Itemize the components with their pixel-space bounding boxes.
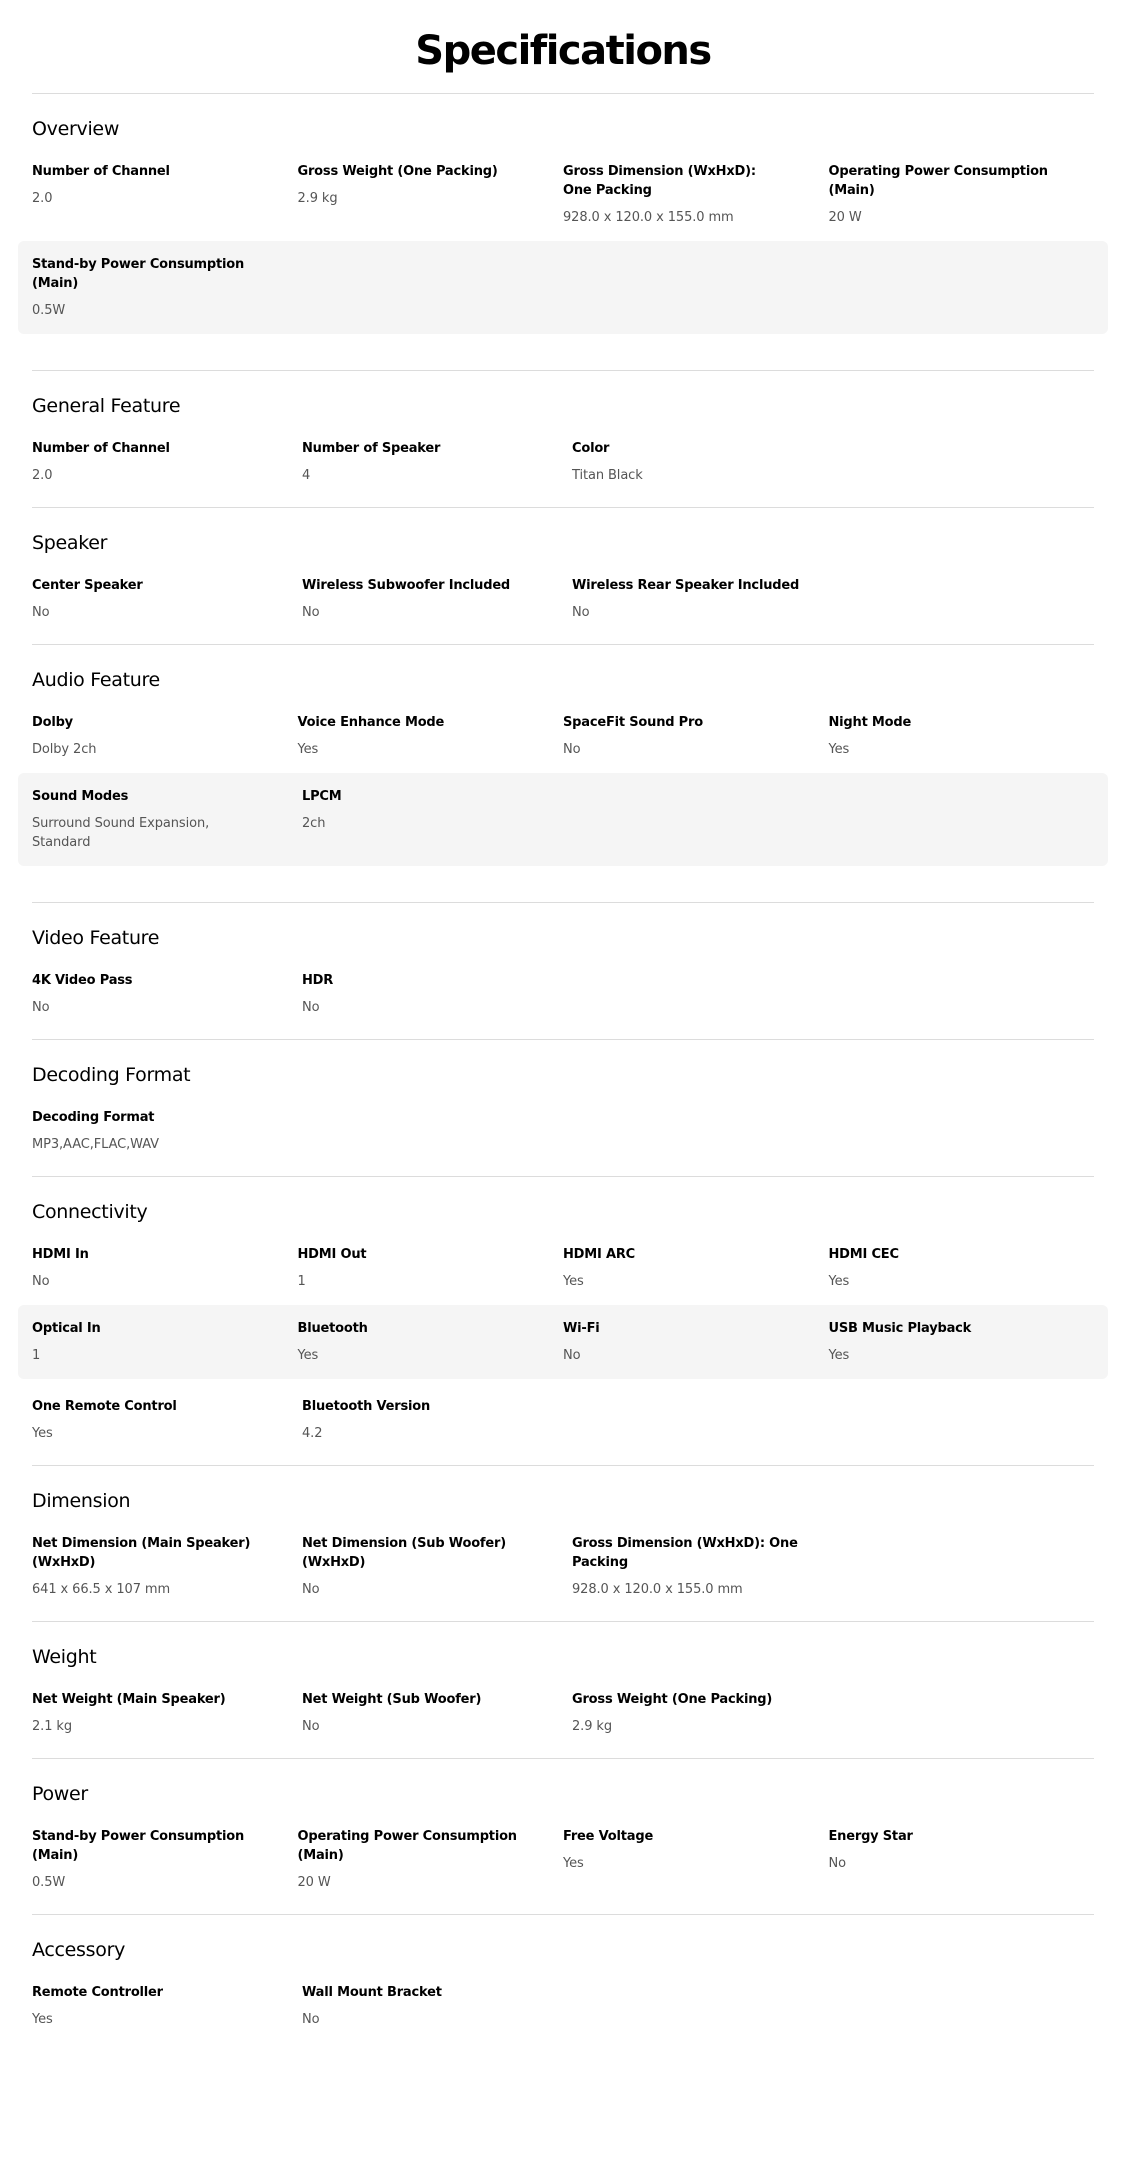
spec-value: Dolby 2ch bbox=[32, 742, 97, 757]
spec-section-video-feature bbox=[32, 902, 1094, 1039]
spec-item bbox=[829, 713, 1095, 759]
spec-item bbox=[32, 1690, 302, 1736]
spec-label: Free Voltage bbox=[563, 1829, 654, 1844]
spec-label: Net Dimension (Sub Woofer) (WxHxD) bbox=[302, 1536, 506, 1570]
spec-item bbox=[302, 1534, 572, 1599]
spec-label: Decoding Format bbox=[32, 1110, 155, 1125]
spec-label: Wireless Subwoofer Included bbox=[302, 578, 511, 593]
spec-label: Sound Modes bbox=[32, 789, 129, 804]
spec-value: Yes bbox=[297, 742, 319, 757]
spec-label: Gross Weight (One Packing) bbox=[572, 1692, 773, 1707]
spec-label: Net Dimension (Main Speaker) (WxHxD) bbox=[32, 1536, 251, 1570]
spec-item bbox=[563, 1827, 829, 1892]
section-title: Accessory bbox=[32, 1939, 126, 1961]
spec-item bbox=[302, 787, 572, 852]
spec-value: 928.0 x 120.0 x 155.0 mm bbox=[563, 210, 734, 225]
spec-item bbox=[298, 713, 564, 759]
section-title: Decoding Format bbox=[32, 1064, 191, 1086]
spec-row bbox=[18, 713, 1108, 759]
spec-section-weight bbox=[32, 1621, 1094, 1758]
spec-label: Optical In bbox=[32, 1321, 101, 1336]
spec-value: 20 W bbox=[297, 1875, 331, 1890]
spec-label: HDMI Out bbox=[297, 1247, 367, 1262]
spec-item bbox=[302, 439, 572, 485]
spec-row bbox=[18, 1534, 1108, 1599]
spec-label: Number of Speaker bbox=[302, 441, 441, 456]
spec-label: Gross Weight (One Packing) bbox=[297, 164, 498, 179]
spec-row bbox=[18, 1827, 1108, 1892]
spec-row bbox=[18, 162, 1108, 227]
spec-item bbox=[32, 1245, 298, 1291]
spec-item bbox=[829, 1245, 1095, 1291]
spec-label: Gross Dimension (WxHxD): One Packing bbox=[572, 1536, 798, 1570]
spec-value: No bbox=[563, 1348, 581, 1363]
spec-value: No bbox=[302, 605, 320, 620]
spec-label: Night Mode bbox=[828, 715, 912, 730]
spec-item bbox=[829, 162, 1095, 227]
spec-item bbox=[572, 576, 842, 622]
spec-label: Wi-Fi bbox=[563, 1321, 600, 1336]
spec-label: HDMI ARC bbox=[563, 1247, 635, 1262]
spec-label: SpaceFit Sound Pro bbox=[563, 715, 703, 730]
spec-item bbox=[32, 1534, 302, 1599]
spec-label: Operating Power Consumption (Main) bbox=[828, 164, 1048, 198]
spec-row bbox=[18, 1397, 1108, 1443]
spec-value: Yes bbox=[828, 1274, 850, 1289]
spec-label: LPCM bbox=[302, 789, 342, 804]
spec-label: One Remote Control bbox=[32, 1399, 177, 1414]
spec-value: Surround Sound Expansion, Standard bbox=[32, 816, 210, 850]
spec-row bbox=[18, 1305, 1108, 1379]
spec-section-speaker bbox=[32, 507, 1094, 644]
section-title: Connectivity bbox=[32, 1201, 148, 1223]
spec-label: Dolby bbox=[32, 715, 73, 730]
spec-value: 641 x 66.5 x 107 mm bbox=[32, 1582, 171, 1597]
spec-label: Energy Star bbox=[828, 1829, 913, 1844]
spec-item bbox=[32, 787, 302, 852]
spec-item bbox=[32, 1108, 302, 1154]
spec-item bbox=[829, 1319, 1095, 1365]
spec-label: Stand-by Power Consumption (Main) bbox=[32, 257, 245, 291]
spec-item bbox=[302, 1690, 572, 1736]
section-title: Speaker bbox=[32, 532, 108, 554]
spec-label: Bluetooth bbox=[297, 1321, 368, 1336]
specifications-list bbox=[32, 93, 1094, 2051]
spec-value: No bbox=[302, 2012, 320, 2027]
spec-item bbox=[32, 576, 302, 622]
spec-row bbox=[18, 1690, 1108, 1736]
spec-item bbox=[298, 1319, 564, 1365]
spec-value: Yes bbox=[563, 1856, 584, 1871]
spec-item bbox=[298, 1827, 564, 1892]
spec-value: No bbox=[32, 1000, 50, 1015]
spec-label: Center Speaker bbox=[32, 578, 143, 593]
spec-item bbox=[829, 1827, 1095, 1892]
spec-label: HDMI CEC bbox=[828, 1247, 899, 1262]
spec-value: 2.1 kg bbox=[32, 1719, 72, 1734]
spec-value: No bbox=[302, 1582, 320, 1597]
spec-item bbox=[298, 1245, 564, 1291]
spec-value: Yes bbox=[828, 742, 850, 757]
spec-value: No bbox=[302, 1719, 320, 1734]
spec-item bbox=[32, 1983, 302, 2029]
section-title: Dimension bbox=[32, 1490, 131, 1512]
spec-item bbox=[563, 162, 829, 227]
spec-label: 4K Video Pass bbox=[32, 973, 133, 988]
spec-value: 2.9 kg bbox=[297, 191, 338, 206]
spec-item bbox=[32, 713, 298, 759]
spec-item bbox=[302, 1397, 572, 1443]
spec-value: No bbox=[32, 1274, 50, 1289]
spec-section-connectivity bbox=[32, 1176, 1094, 1465]
spec-value: 20 W bbox=[828, 210, 862, 225]
spec-row bbox=[18, 439, 1108, 485]
spec-item bbox=[302, 576, 572, 622]
spec-value: Yes bbox=[828, 1348, 850, 1363]
spec-item bbox=[563, 1245, 829, 1291]
spec-section-dimension bbox=[32, 1465, 1094, 1621]
spec-item bbox=[32, 162, 298, 227]
spec-value: Titan Black bbox=[572, 468, 643, 483]
spec-label: Remote Controller bbox=[32, 1985, 163, 2000]
section-title: General Feature bbox=[32, 395, 181, 417]
spec-label: Bluetooth Version bbox=[302, 1399, 431, 1414]
spec-value: 2ch bbox=[302, 816, 326, 831]
spec-label: USB Music Playback bbox=[828, 1321, 972, 1336]
spec-section-audio-feature bbox=[32, 644, 1094, 902]
section-title: Overview bbox=[32, 118, 120, 140]
spec-label: HDR bbox=[302, 973, 334, 988]
spec-item bbox=[32, 971, 302, 1017]
spec-value: MP3,AAC,FLAC,WAV bbox=[32, 1137, 159, 1152]
section-title: Video Feature bbox=[32, 927, 160, 949]
spec-value: Yes bbox=[32, 2012, 53, 2027]
spec-value: No bbox=[828, 1856, 846, 1871]
spec-value: No bbox=[302, 1000, 320, 1015]
spec-item bbox=[32, 1319, 298, 1365]
spec-item bbox=[572, 1690, 842, 1736]
spec-value: 4.2 bbox=[302, 1426, 323, 1441]
spec-value: No bbox=[563, 742, 581, 757]
spec-value: 1 bbox=[297, 1274, 306, 1289]
spec-value: Yes bbox=[297, 1348, 319, 1363]
spec-section-decoding-format bbox=[32, 1039, 1094, 1176]
spec-value: No bbox=[572, 605, 590, 620]
spec-value: 0.5W bbox=[32, 1875, 66, 1890]
spec-value: Yes bbox=[563, 1274, 584, 1289]
spec-value: 2.0 bbox=[32, 468, 53, 483]
spec-item bbox=[298, 162, 564, 227]
spec-label: Voice Enhance Mode bbox=[297, 715, 445, 730]
spec-item bbox=[32, 439, 302, 485]
spec-label: Wall Mount Bracket bbox=[302, 1985, 442, 2000]
spec-row bbox=[18, 241, 1108, 334]
spec-item bbox=[302, 971, 572, 1017]
spec-value: 2.0 bbox=[32, 191, 53, 206]
spec-section-overview bbox=[32, 93, 1094, 370]
spec-item bbox=[572, 439, 842, 485]
spec-label: Wireless Rear Speaker Included bbox=[572, 578, 800, 593]
spec-section-accessory bbox=[32, 1914, 1094, 2051]
spec-item bbox=[32, 1827, 298, 1892]
spec-item bbox=[563, 713, 829, 759]
spec-label: HDMI In bbox=[32, 1247, 89, 1262]
spec-item bbox=[572, 1534, 842, 1599]
section-title: Power bbox=[32, 1783, 88, 1805]
spec-row bbox=[18, 1245, 1108, 1291]
spec-value: 0.5W bbox=[32, 303, 66, 318]
page-title: Specifications bbox=[415, 28, 711, 74]
spec-label: Number of Channel bbox=[32, 441, 170, 456]
spec-row bbox=[18, 773, 1108, 866]
spec-item bbox=[32, 255, 302, 320]
spec-value: 1 bbox=[32, 1348, 41, 1363]
spec-value: 4 bbox=[302, 468, 311, 483]
spec-value: No bbox=[32, 605, 50, 620]
spec-value: Yes bbox=[32, 1426, 53, 1441]
spec-label: Net Weight (Sub Woofer) bbox=[302, 1692, 482, 1707]
spec-value: 2.9 kg bbox=[572, 1719, 612, 1734]
spec-row bbox=[18, 576, 1108, 622]
spec-label: Color bbox=[572, 441, 610, 456]
spec-item bbox=[302, 1983, 572, 2029]
spec-item bbox=[563, 1319, 829, 1365]
spec-label: Operating Power Consumption (Main) bbox=[297, 1829, 517, 1863]
spec-section-general-feature bbox=[32, 370, 1094, 507]
spec-row bbox=[18, 971, 1108, 1017]
spec-item bbox=[32, 1397, 302, 1443]
spec-section-power bbox=[32, 1758, 1094, 1914]
spec-label: Number of Channel bbox=[32, 164, 170, 179]
spec-row bbox=[18, 1108, 1108, 1154]
section-title: Weight bbox=[32, 1646, 97, 1668]
spec-label: Stand-by Power Consumption (Main) bbox=[32, 1829, 245, 1863]
section-title: Audio Feature bbox=[32, 669, 160, 691]
spec-row bbox=[18, 1983, 1108, 2029]
spec-value: 928.0 x 120.0 x 155.0 mm bbox=[572, 1582, 743, 1597]
spec-label: Gross Dimension (WxHxD): One Packing bbox=[563, 164, 756, 198]
spec-label: Net Weight (Main Speaker) bbox=[32, 1692, 226, 1707]
